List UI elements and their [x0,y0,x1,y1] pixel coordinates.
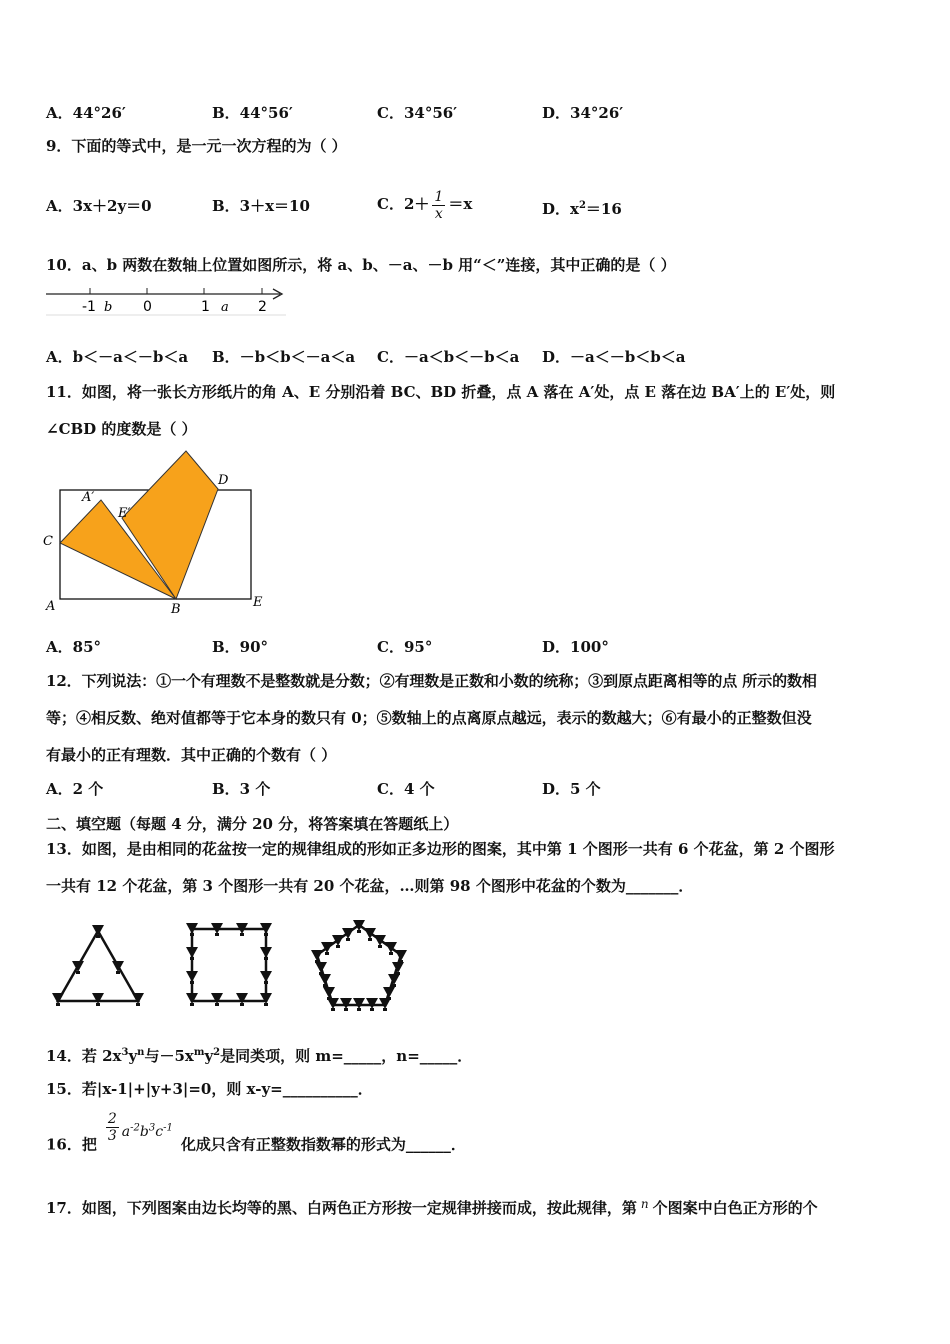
q8-option-a: A．44°26′ [46,104,126,122]
q11-stem: 11．如图，将一张长方形纸片的角 A、E 分别沿着 BC、BD 折叠，点 A 落在 A′处，点 E 落在边 BA′上的 E′处，则 [46,383,836,401]
q9-option-d: D．$x^2=16$ [542,200,622,218]
number-line-figure [44,284,288,318]
label-C: C [43,534,53,549]
label-A-prime: A′ [82,490,95,505]
q11-option-a: A．85° [46,638,102,656]
label-A: A [46,599,56,614]
q15-text: 15．若|x-1|+|y+3|=0，则 x-y=__________． [46,1080,373,1098]
label-minus1: -1 [82,299,96,315]
q11-stem-2: ∠CBD 的度数是（ ） [46,420,197,438]
label-0: 0 [143,299,152,315]
q9-option-b: B．3＋x＝10 [212,197,310,215]
q13-line-2: 一共有 12 个花盆，第 3 个图形一共有 20 个花盆，…则第 98 个图形中花盆的个数为_______． [46,877,694,895]
label-a: a [221,300,229,315]
q8-option-d: D．34°26′ [542,104,624,122]
label-B: B [171,602,181,617]
q10-option-d: D．－a＜－b＜b＜a [542,348,686,366]
label-b: b [104,300,113,315]
q17-text: 17．如图，下列图案由边长均等的黑、白两色正方形按一定规律拼接而成，按此规律，第 $^n$ 个图案中白色正方形的个 [46,1197,818,1217]
q10-option-c: C．－a＜b＜－b＜a [377,348,520,366]
q11-option-b: B．90° [212,638,269,656]
q8-option-b: B．44°56′ [212,104,293,122]
q9-option-c: C．2＋ $\frac{1}{x}$ ＝x [377,188,473,222]
q12-line-2: 等；④相反数、绝对值都等于它本身的数只有 0；⑤数轴上的点离原点越远，表示的数越大；⑥有最小的正整数但没 [46,709,812,727]
q10-option-a: A．b＜－a＜－b＜a [46,348,189,366]
pattern-pentagon [311,920,407,1011]
fraction-1-over-x: $\frac{1}{x}$ [434,188,444,222]
label-E-prime: E′ [118,506,131,521]
fraction-2-over-3: $\frac{2}{3}$ [107,1110,117,1144]
pattern-square [186,923,272,1006]
flowerpot-patterns-figure [48,917,418,1017]
q11-option-c: C．95° [377,638,433,656]
q14-text: 14．若 $2x^3y^n$与$-5x^my^2$是同类项，则 m=_____，n=_____． [46,1047,473,1065]
q16-text: 16．把 $\frac{2}{3}$ $a^{-2}b^3c^{-1}$化成只含有正整数指数幂的形式为______． [46,1110,466,1154]
q9-stem: 9．下面的等式中，是一元一次方程的为（ ） [46,137,347,155]
q10-option-b: B．－b＜b＜－a＜a [212,348,356,366]
label-D: D [218,473,229,488]
q12-line-1: 12．下列说法：①一个有理数不是整数就是分数；②有理数是正数和小数的统称；③到原点距离相等的点 所示的数相 [46,672,817,690]
q10-stem: 10．a、b 两数在数轴上位置如图所示，将 a、b、－a、－b 用“＜”连接，其中正确的是（ ） [46,256,676,274]
label-2: 2 [258,299,267,315]
q12-line-3: 有最小的正有理数．其中正确的个数有（ ） [46,746,337,764]
q11-option-d: D．100° [542,638,609,656]
label-E: E [253,595,263,610]
q9-option-a: A．3x＋2y＝0 [46,197,152,215]
q8-option-c: C．34°56′ [377,104,458,122]
folding-figure [40,446,270,618]
q12-option-a: A．2 个 [46,780,104,798]
q13-line-1: 13．如图，是由相同的花盆按一定的规律组成的形如正多边形的图案，其中第 1 个图形一共有 6 个花盆，第 2 个图形 [46,840,835,858]
q12-option-d: D．5 个 [542,780,601,798]
q12-option-b: B．3 个 [212,780,271,798]
label-1: 1 [201,299,210,315]
pattern-triangle [52,925,144,1006]
section-2-heading: 二、填空题（每题 4 分，满分 20 分，将答案填在答题纸上） [46,815,459,833]
q12-option-c: C．4 个 [377,780,435,798]
